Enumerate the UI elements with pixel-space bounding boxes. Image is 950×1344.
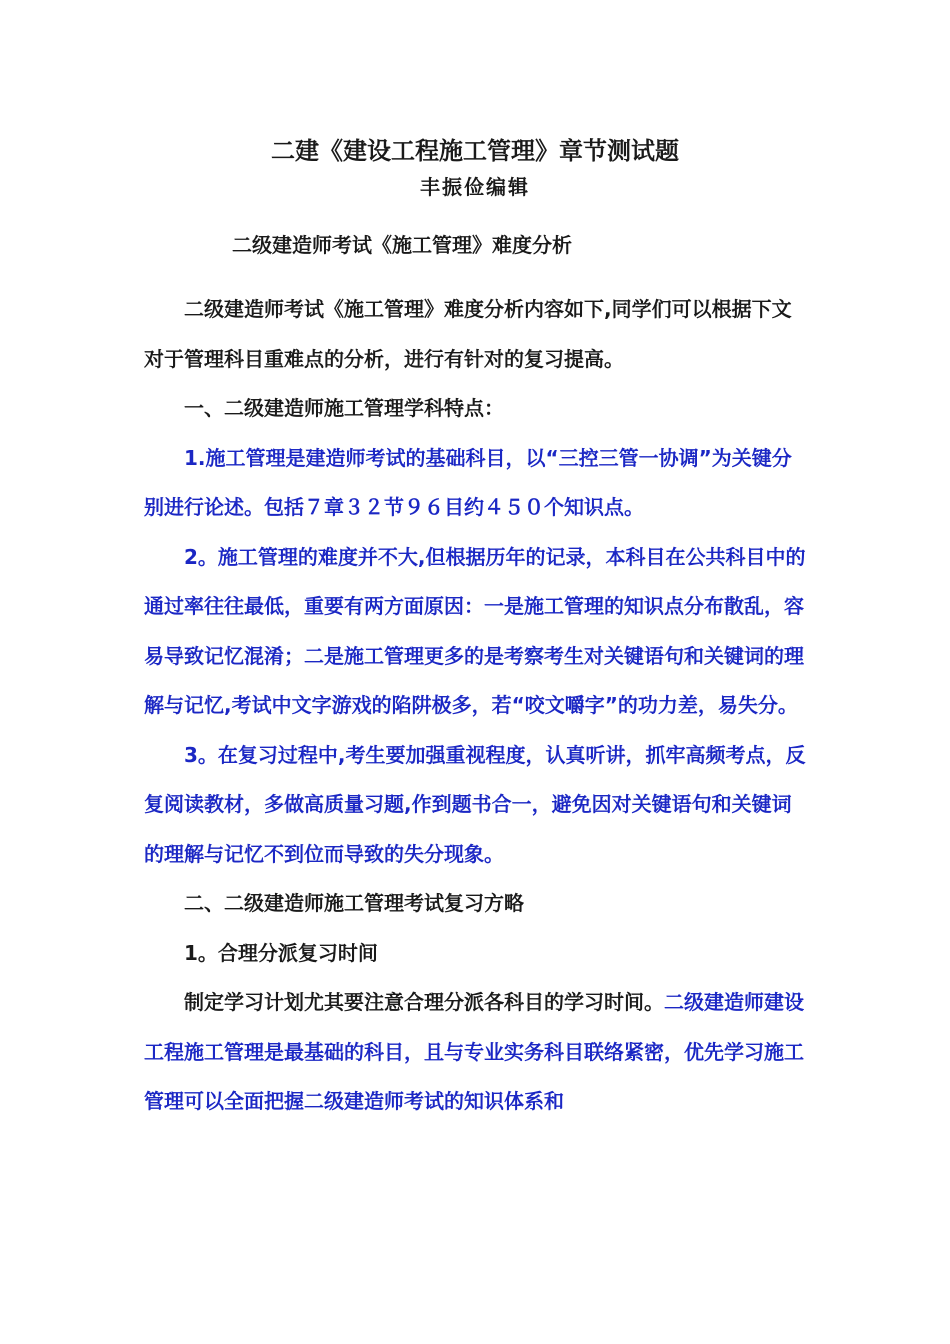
- document-body: [144, 285, 809, 1127]
- document-editor: 丰振俭编辑: [420, 175, 530, 199]
- last-paragraph: [144, 978, 809, 1127]
- point1-paragraph: 1.施工管理是建造师考试的基础科目，以“三控三管一协调”为关键分别进行论述。包括７章３２节９６目约４５０个知识点。: [144, 445, 792, 519]
- sub1-heading: 1。合理分派复习时间: [184, 940, 378, 965]
- point3-paragraph: 3。在复习过程中,考生要加强重视程度，认真听讲，抓牢高频考点，反复阅读教材，多做高质量习题,作到题书合一，避免因对关键语句和关键词的理解与记忆不到位而导致的失分现象。: [144, 742, 806, 866]
- intro-paragraph: 二级建造师考试《施工管理》难度分析内容如下,同学们可以根据下文对于管理科目重难点的分析，进行有针对的复习提高。: [144, 297, 792, 371]
- last-paragraph-blue-text: 二级建造师建设工程施工管理是最基础的科目，且与专业实务科目联络紧密，优先学习施工管理可以全面把握二级建造师考试的知识体系和: [144, 990, 804, 1113]
- last-paragraph-dark-text: 制定学习计划尤其要注意合理分派各科目的学习时间。: [184, 990, 664, 1014]
- section2-heading: 二、二级建造师施工管理考试复习方略: [184, 891, 524, 915]
- section1-heading: 一、二级建造师施工管理学科特点：: [184, 396, 504, 420]
- document-title: 二建《建设工程施工管理》章节测试题: [271, 137, 679, 165]
- document-subtitle: 二级建造师考试《施工管理》难度分析: [232, 233, 572, 257]
- point2-paragraph: 2。施工管理的难度并不大,但根据历年的记录，本科目在公共科目中的通过率往往最低，重要有两方面原因：一是施工管理的知识点分布散乱，容易导致记忆混淆；二是施工管理更多的是考察考生对关键语句和关键词的理解与记忆,考试中文字游戏的陷阱极多，若“咬文嚼字”的功力差，易失分。: [144, 544, 806, 717]
